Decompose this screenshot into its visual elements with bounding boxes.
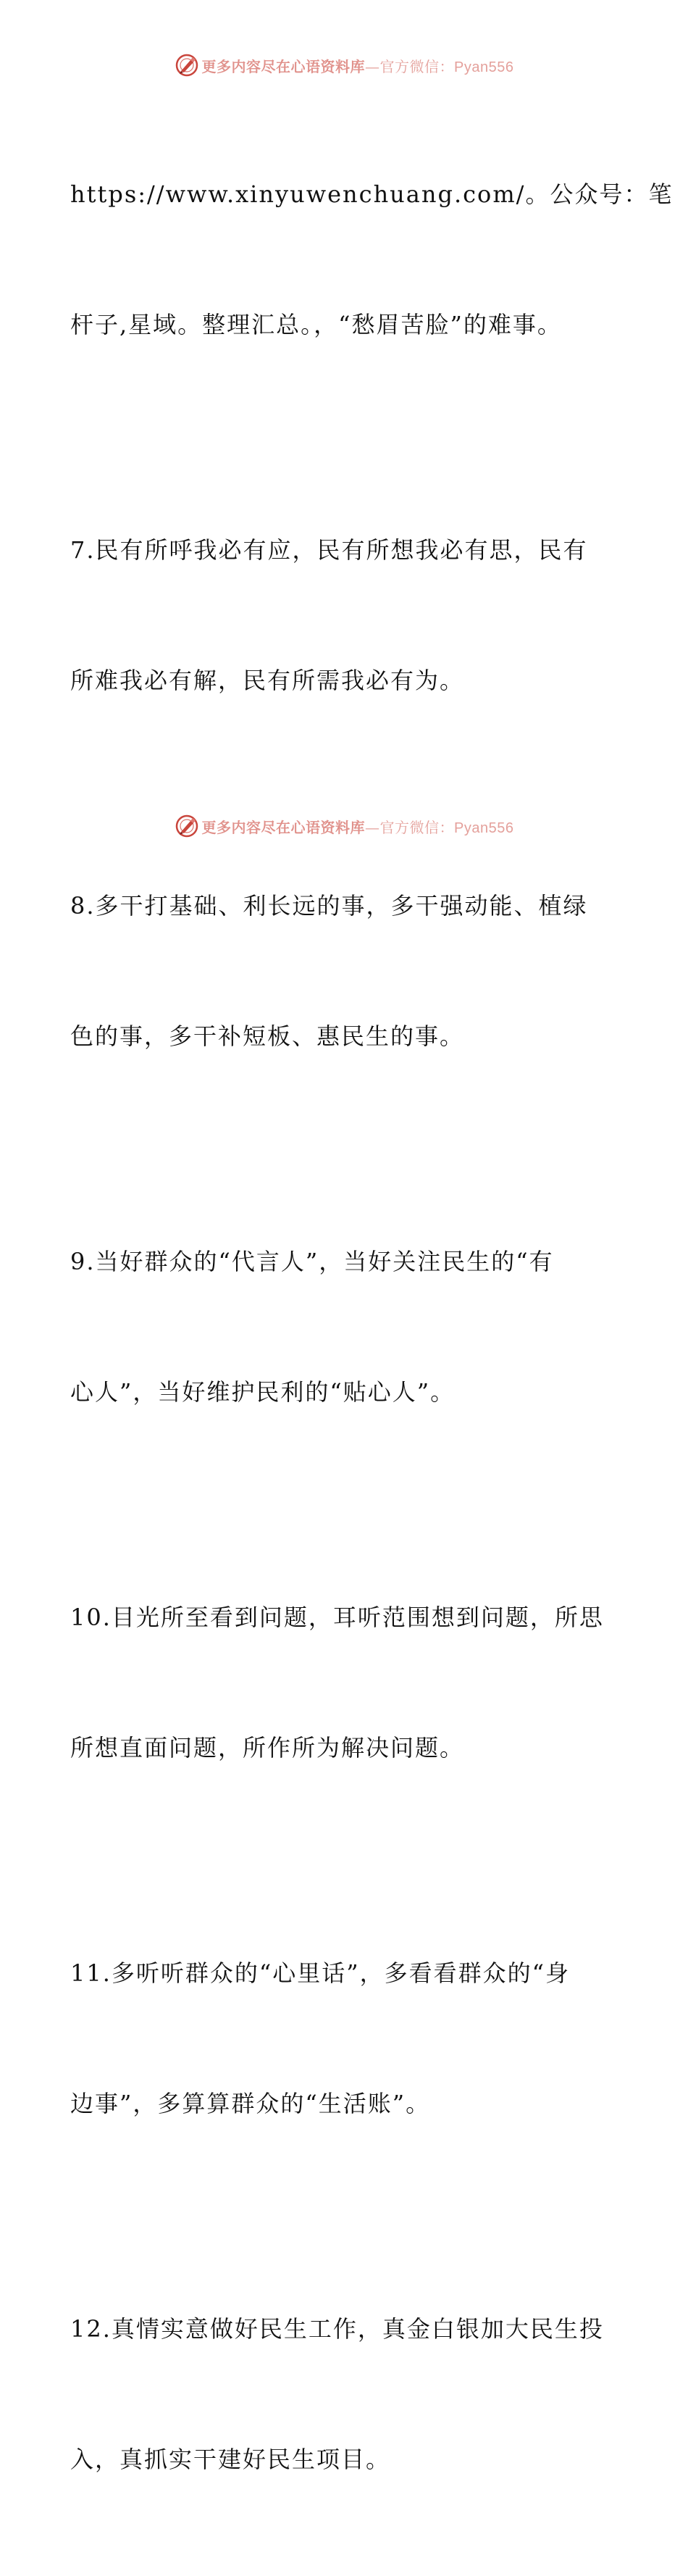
paragraph-line: 入，真抓实干建好民生项目。	[70, 2446, 391, 2473]
paragraph-line: 8.多干打基础、利长远的事，多干强动能、植绿	[70, 892, 588, 920]
paragraph-line: 12.真情实意做好民生工作，真金白银加大民生投	[70, 2315, 604, 2343]
paragraph-line: 边事”，多算算群众的“生活账”。	[70, 2090, 431, 2117]
pen-logo-icon	[175, 53, 199, 78]
paragraph-line: 所难我必有解，民有所需我必有为。	[70, 667, 465, 694]
footer-banner	[0, 812, 688, 841]
paragraph-line: https://www.xinyuwenchuang.com/。公众号：笔	[70, 180, 674, 208]
pen-logo-icon	[175, 814, 199, 838]
paragraph-5	[70, 1509, 621, 1856]
paragraph-3	[70, 797, 621, 1145]
paragraph-line: 杆子,星域。整理汇总。，“愁眉苦脸”的难事。	[70, 311, 562, 338]
paragraph-line: 7.民有所呼我必有应，民有所想我必有思，民有	[70, 536, 588, 564]
paragraph-4	[70, 1153, 621, 1501]
banner-wechat: Pyan556	[454, 59, 514, 75]
paragraph-line: 所想直面问题，所作所为解决问题。	[70, 1734, 465, 1762]
document-body	[70, 86, 674, 2576]
paragraph-line: 心人”，当好维护民利的“贴心人”。	[70, 1378, 456, 1406]
banner-strong: 更多内容尽在心语资料库	[201, 818, 366, 836]
banner-rest: —官方微信：	[365, 818, 455, 836]
paragraph-6	[70, 1864, 621, 2212]
paragraph-2	[70, 441, 621, 789]
paragraph-line: 色的事，多干补短板、惠民生的事。	[70, 1022, 465, 1050]
paragraph-7	[70, 2220, 621, 2568]
banner-text	[202, 55, 514, 76]
paragraph-line: 9.当好群众的“代言人”，当好关注民生的“有	[70, 1248, 554, 1275]
paragraph-line: 11.多听听群众的“心里话”，多看看群众的“身	[70, 1959, 570, 1987]
banner-strong: 更多内容尽在心语资料库	[201, 57, 366, 75]
banner-wechat: Pyan556	[454, 820, 514, 836]
banner-text	[202, 816, 514, 837]
header-banner	[0, 51, 688, 80]
paragraph-line: 10.目光所至看到问题，耳听范围想到问题，所思	[70, 1604, 604, 1631]
banner-rest: —官方微信：	[365, 57, 455, 75]
paragraph-1	[70, 86, 674, 433]
